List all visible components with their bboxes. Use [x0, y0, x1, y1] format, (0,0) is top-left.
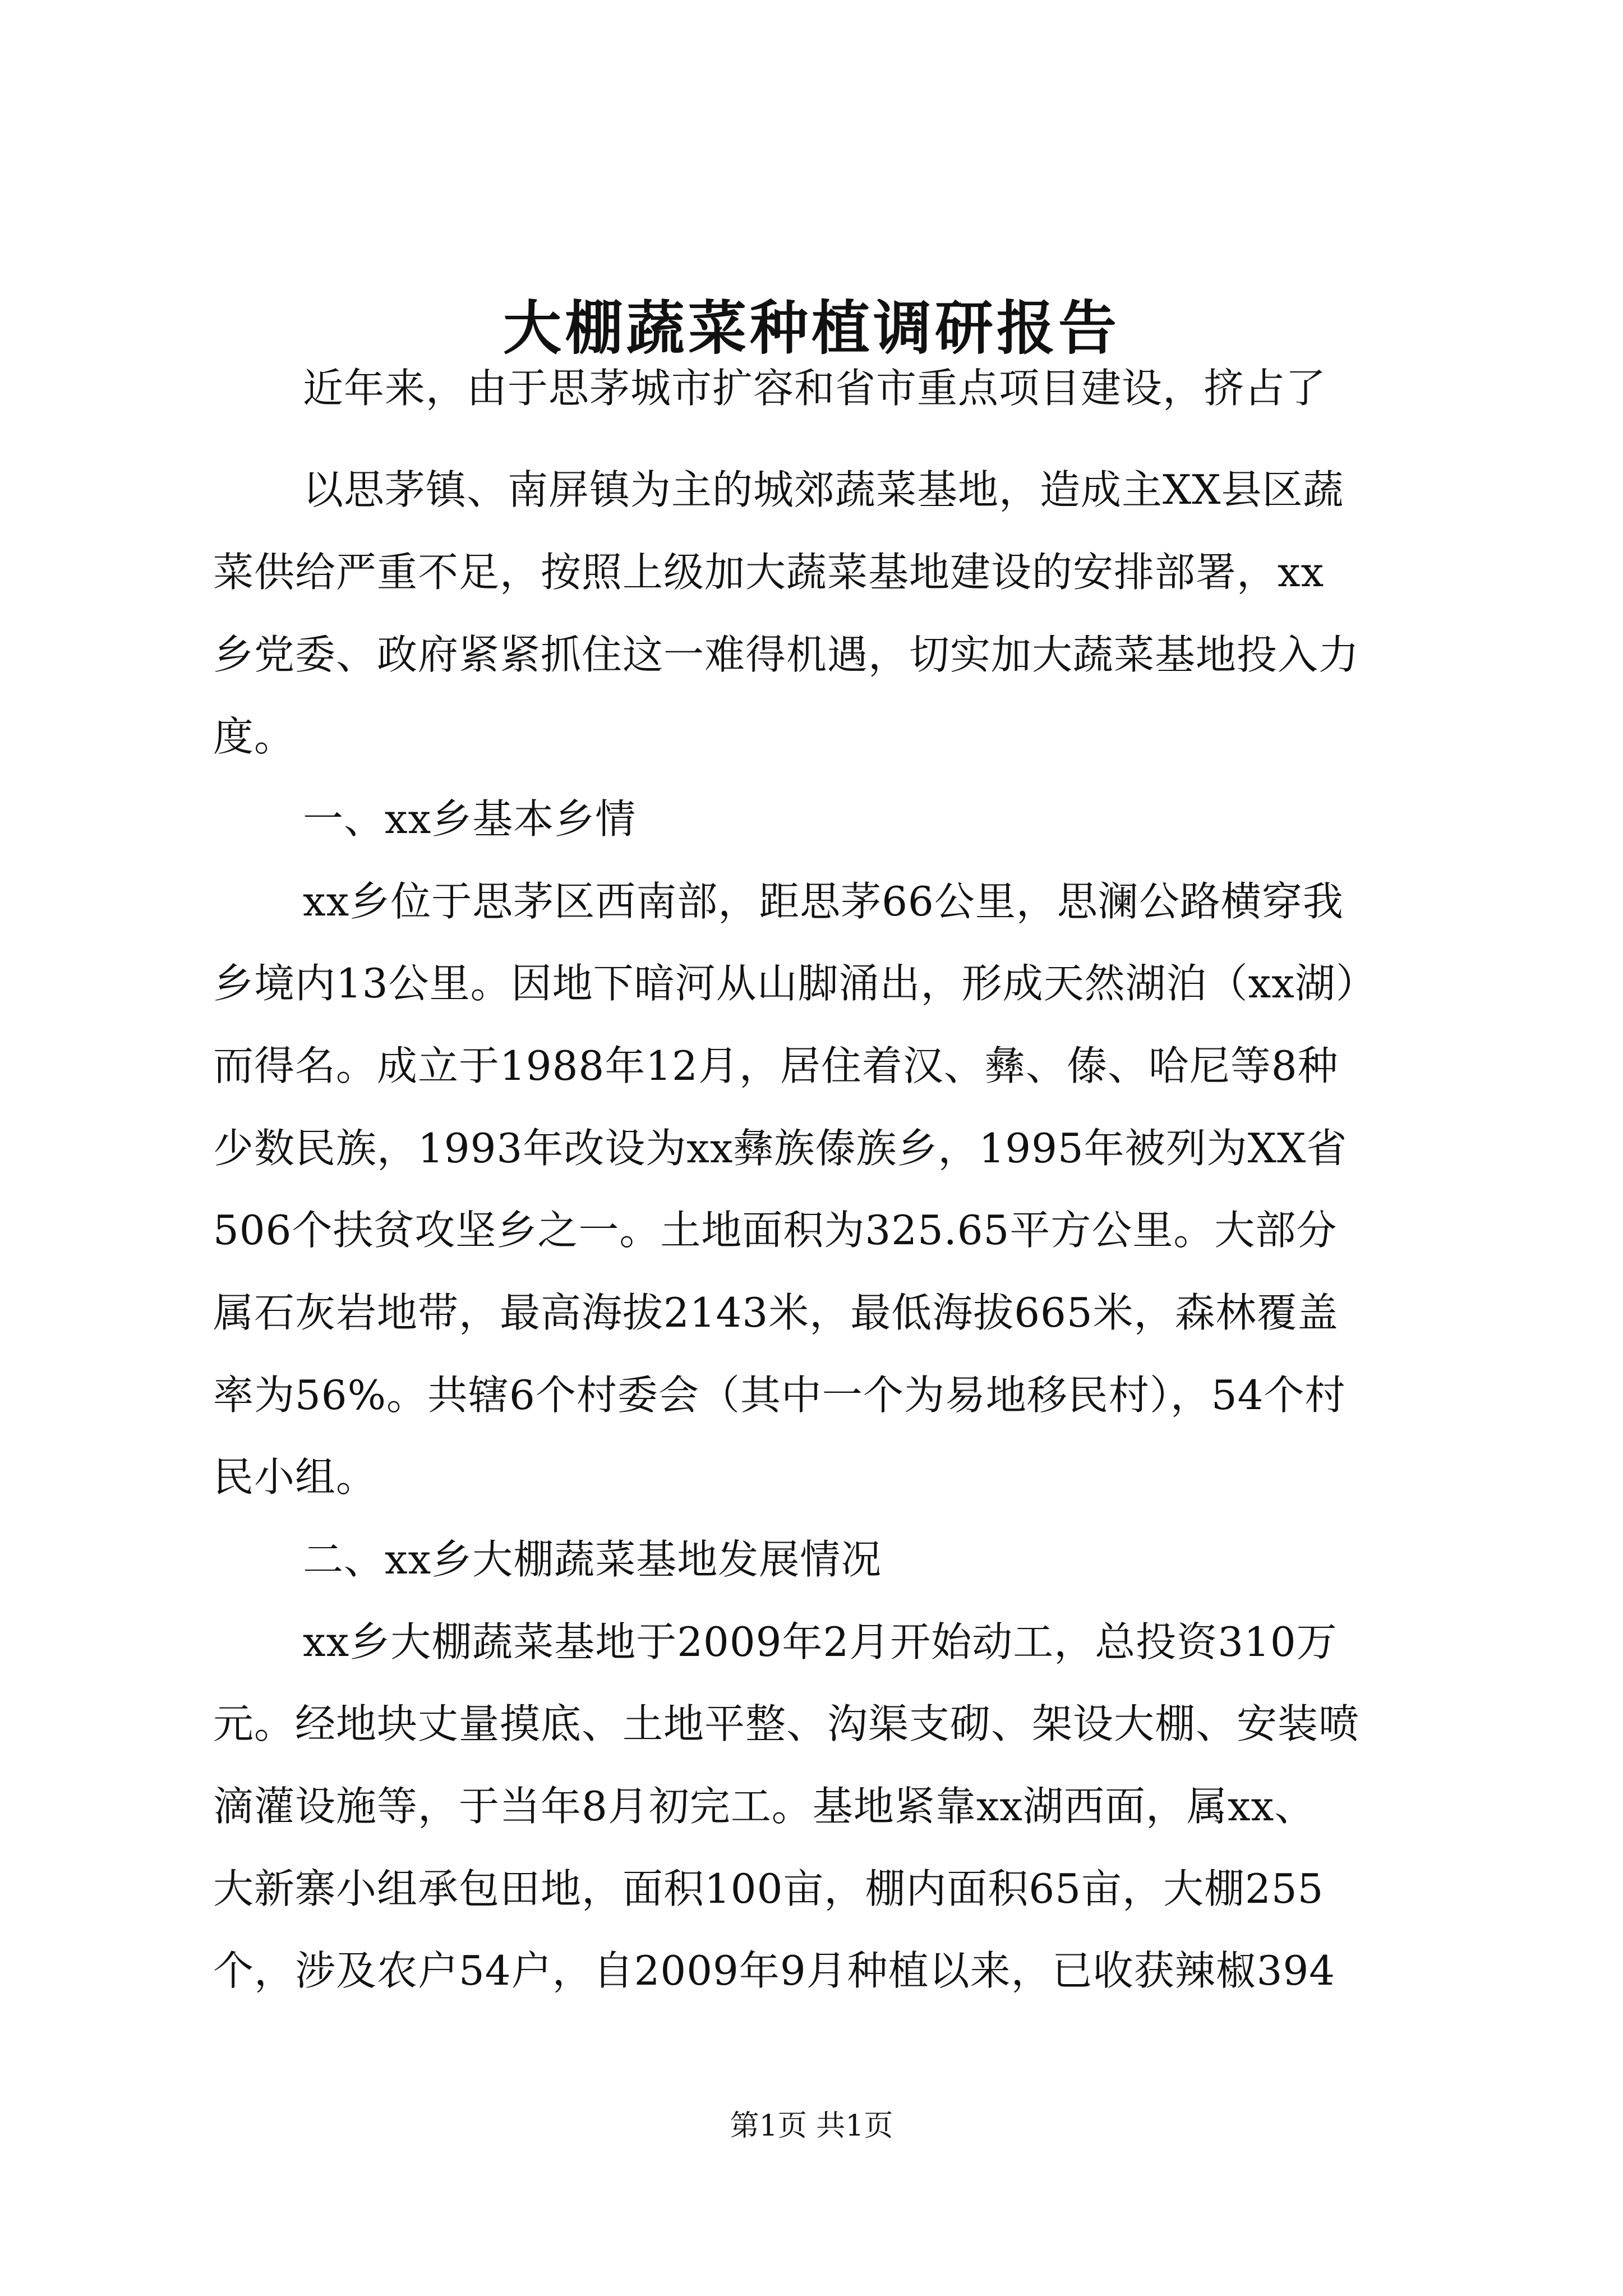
body-line: 以思茅镇、南屏镇为主的城郊蔬菜基地，造成主XX县区蔬 [303, 466, 1344, 513]
body-line: 菜供给严重不足，按照上级加大蔬菜基地建设的安排部署，xx [213, 549, 1325, 596]
body-line: xx乡位于思茅区西南部，距思茅66公里，思澜公路横穿我 [303, 878, 1344, 925]
page-footer: 第1页 共1页 [730, 2109, 893, 2143]
body-line: 元。经地块丈量摸底、土地平整、沟渠支砌、架设大棚、安装喷 [213, 1700, 1360, 1747]
body-line: 而得名。成立于1988年12月，居住着汉、彝、傣、哈尼等8种 [213, 1042, 1339, 1089]
body-line: 乡境内13公里。因地下暗河从山脚涌出，形成天然湖泊（xx湖） [213, 960, 1377, 1007]
body-line: 少数民族，1993年改设为xx彝族傣族乡，1995年被列为XX省 [213, 1125, 1348, 1172]
body-line: 个，涉及农户54户，自2009年9月种植以来，已收获辣椒394 [213, 1947, 1336, 1994]
body-line: 率为56%。共辖6个村委会（其中一个为易地移民村），54个村 [213, 1372, 1346, 1419]
body-line: 属石灰岩地带，最高海拔2143米，最低海拔665米，森林覆盖 [213, 1289, 1339, 1336]
body-line: 大新寨小组承包田地，面积100亩，棚内面积65亩，大棚255 [213, 1865, 1324, 1912]
body-line: 乡党委、政府紧紧抓住这一难得机遇，切实加大蔬菜基地投入力 [213, 631, 1360, 678]
section-heading: 一、xx乡基本乡情 [303, 795, 637, 843]
section-heading: 二、xx乡大棚蔬菜基地发展情况 [303, 1536, 882, 1583]
body-line: 度。 [213, 713, 296, 760]
body-line: 滴灌设施等，于当年8月初完工。基地紧靠xx湖西面，属xx、 [213, 1783, 1316, 1830]
body-line: 近年来，由于思茅城市扩容和省市重点项目建设，挤占了 [303, 365, 1327, 412]
body-line: xx乡大棚蔬菜基地于2009年2月开始动工，总投资310万 [303, 1618, 1338, 1665]
body-line: 民小组。 [213, 1453, 377, 1501]
body-line: 506个扶贫攻坚乡之一。土地面积为325.65平方公里。大部分 [213, 1207, 1338, 1254]
document-title: 大棚蔬菜种植调研报告 [502, 293, 1120, 362]
